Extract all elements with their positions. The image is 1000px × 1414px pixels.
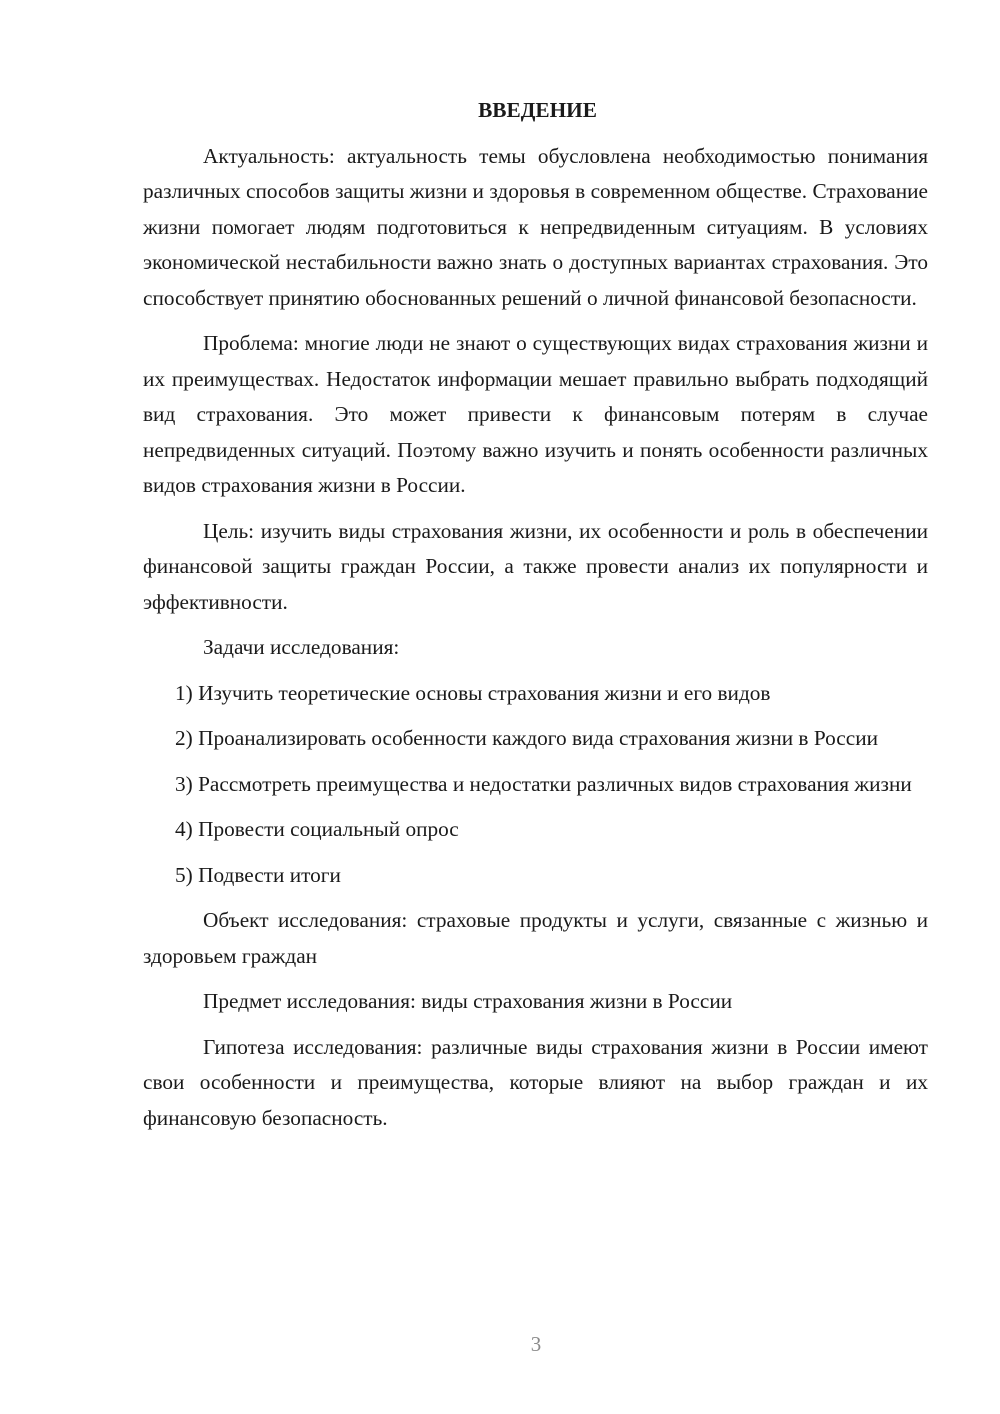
problem-paragraph: Проблема: многие люди не знают о существующих видах страхования жизни и их преимуществах. Недостаток информации мешает правильно выбрать подходящий вид страхования. Это может привести к финансовым потерям в случае непредвиденных ситуаций. Поэтому важно изучить и понять особенности различных видов страхования жизни в России. [143, 331, 928, 497]
task-item: 1) Изучить теоретические основы страхования жизни и его видов [175, 680, 771, 705]
goal-paragraph: Цель: изучить виды страхования жизни, их особенности и роль в обеспечении финансовой защиты граждан России, а также провести анализ их популярности и эффективности. [143, 518, 928, 614]
task-item: 4) Провести социальный опрос [175, 817, 459, 841]
relevance-paragraph: Актуальность: актуальность темы обусловлена необходимостью понимания различных способов защиты жизни и здоровья в современном обществе. Страхование жизни помогает людям подготовиться к непредвиденным ситуациям. В условиях экономической нестабильности важно знать о доступных вариантах страхования. Это способствует принятию обоснованных решений о личной финансовой безопасности. [143, 143, 928, 310]
tasks-heading: Задачи исследования: [203, 635, 400, 659]
task-item: 3) Рассмотреть преимущества и недостатки различных видов страхования жизни [175, 771, 912, 796]
page-number: 3 [530, 1332, 542, 1356]
hypothesis-paragraph: Гипотеза исследования: различные виды страхования жизни в России имеют свои особенности и преимущества, которые влияют на выбор граждан и их финансовую безопасность. [143, 1034, 928, 1130]
section-title: ВВЕДЕНИЕ [478, 98, 597, 122]
task-item: 2) Проанализировать особенности каждого вида страхования жизни в России [175, 726, 879, 750]
subject-paragraph: Предмет исследования: виды страхования жизни в России [203, 989, 733, 1013]
task-item: 5) Подвести итоги [175, 862, 341, 887]
object-paragraph: Объект исследования: страховые продукты и услуги, связанные с жизнью и здоровьем граждан [143, 908, 928, 968]
page-content [143, 93, 928, 1146]
